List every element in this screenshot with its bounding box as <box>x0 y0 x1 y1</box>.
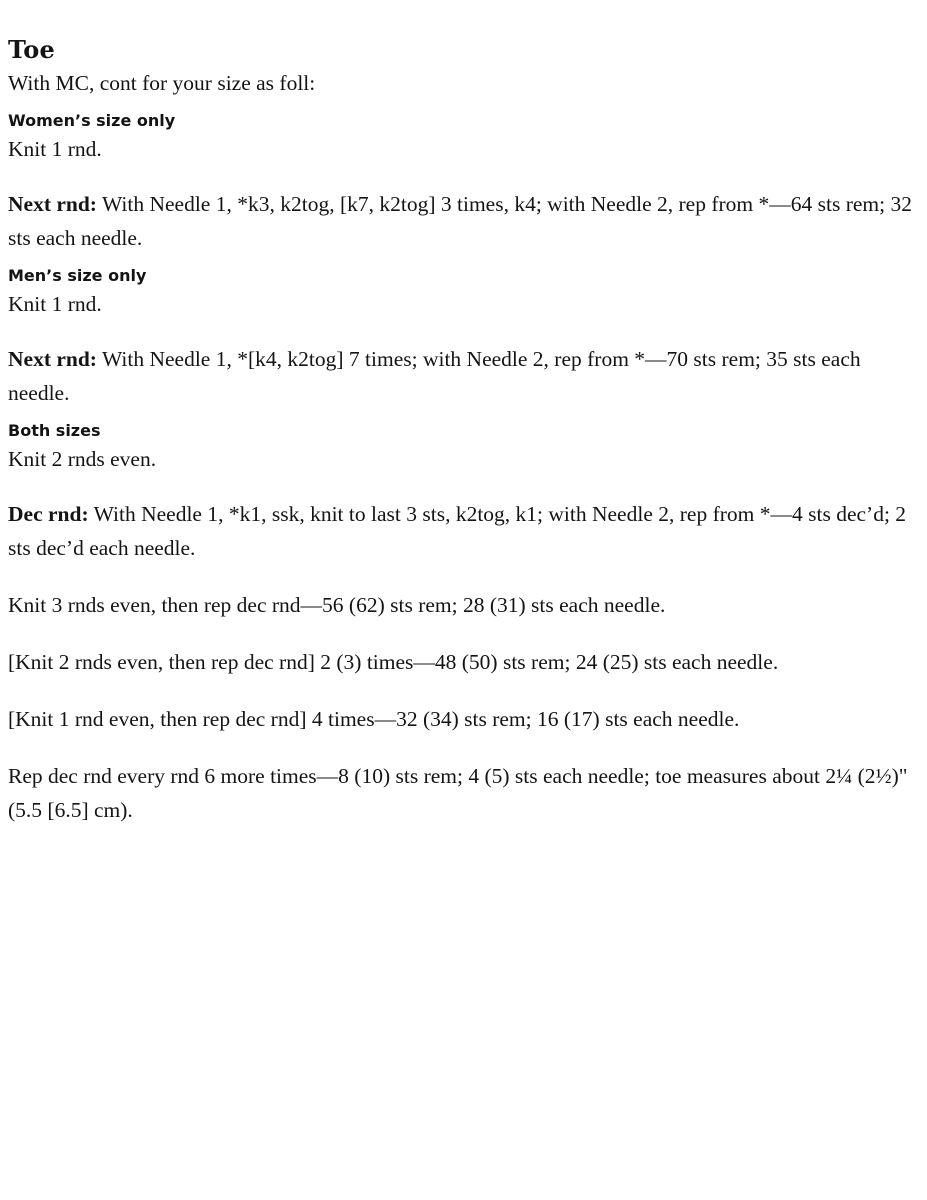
instruction-paragraph: [Knit 2 rnds even, then rep dec rnd] 2 (3) times—48 (50) sts rem; 24 (25) sts each needle. <box>8 650 779 674</box>
mens-size-heading: Men’s size only <box>8 266 147 285</box>
mens-step-knit: Knit 1 rnd. <box>8 292 102 316</box>
both-sizes-heading: Both sizes <box>8 421 101 440</box>
womens-next-label: Next rnd: <box>8 192 97 216</box>
both-step-knit: Knit 2 rnds even. <box>8 447 157 471</box>
womens-next-round <box>8 187 920 255</box>
section-title: Toe <box>8 35 55 64</box>
instruction-paragraph: Rep dec rnd every rnd 6 more times—8 (10) sts rem; 4 (5) sts each needle; toe measures about 2¼ (2½)" (5.5 [6.5] cm). <box>8 764 908 822</box>
dec-round-text: With Needle 1, *k1, ssk, knit to last 3 sts, k2tog, k1; with Needle 2, rep from *—4 sts dec’d; 2 sts dec’d each needle. <box>8 502 907 560</box>
dec-round-label: Dec rnd: <box>8 502 89 526</box>
instruction-paragraph: Knit 3 rnds even, then rep dec rnd—56 (62) sts rem; 28 (31) sts each needle. <box>8 593 666 617</box>
mens-next-round <box>8 342 920 410</box>
mens-next-text: With Needle 1, *[k4, k2tog] 7 times; with Needle 2, rep from *—70 sts rem; 35 sts each needle. <box>8 347 861 405</box>
intro-text: With MC, cont for your size as foll: <box>8 71 316 95</box>
document-page <box>8 34 920 827</box>
womens-next-text: With Needle 1, *k3, k2tog, [k7, k2tog] 3 times, k4; with Needle 2, rep from *—64 sts rem; 32 sts each needle. <box>8 192 913 250</box>
mens-next-label: Next rnd: <box>8 347 97 371</box>
womens-step-knit: Knit 1 rnd. <box>8 137 102 161</box>
dec-round <box>8 497 920 565</box>
instruction-paragraph: [Knit 1 rnd even, then rep dec rnd] 4 times—32 (34) sts rem; 16 (17) sts each needle. <box>8 707 740 731</box>
womens-size-heading: Women’s size only <box>8 111 176 130</box>
